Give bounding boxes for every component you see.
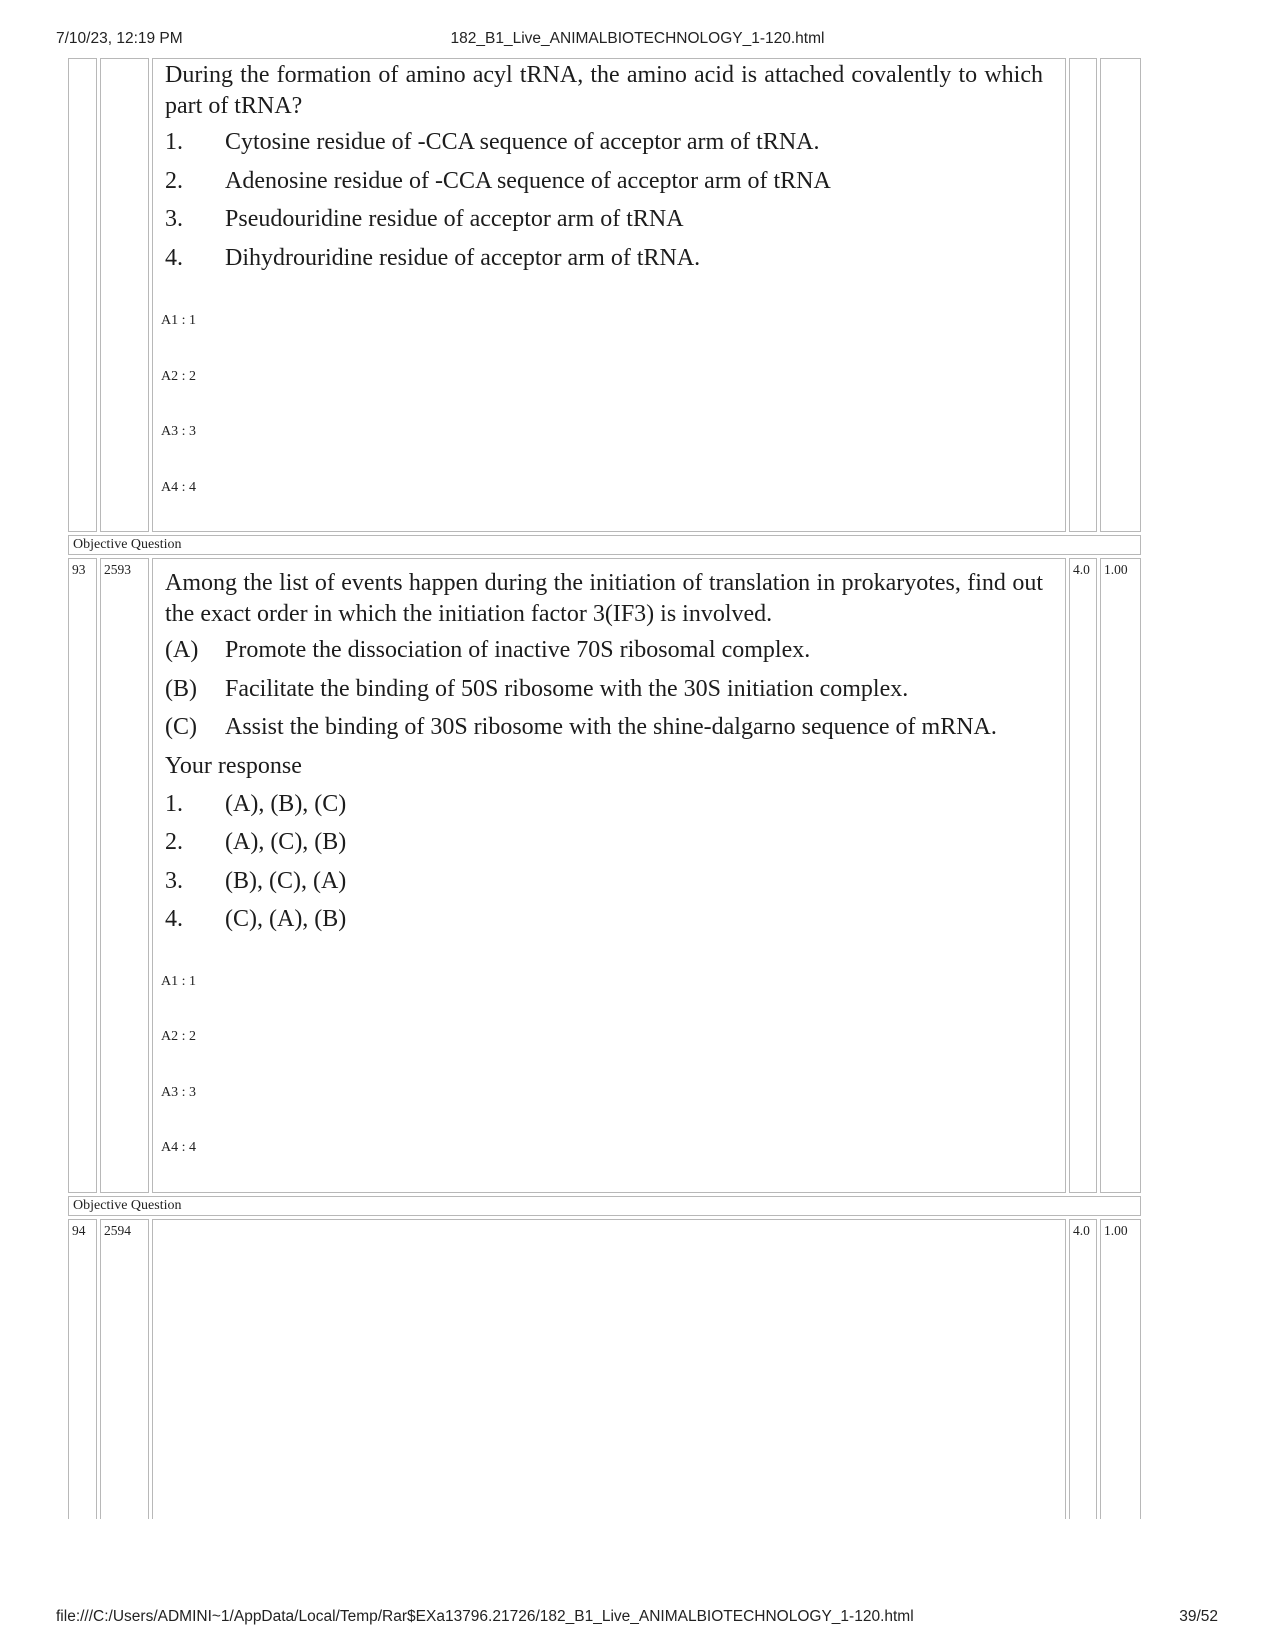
answer-option-2: A2 : 2 xyxy=(161,1029,196,1044)
marks-cell xyxy=(1069,558,1097,1193)
qid-cell xyxy=(100,558,149,1193)
answer-option-3: A3 : 3 xyxy=(161,1085,196,1100)
print-footer xyxy=(0,1608,1275,1628)
answer-option-2: A2 : 2 xyxy=(161,369,196,384)
marks-cell xyxy=(1069,58,1097,532)
question-text: During the formation of amino acyl tRNA, the amino acid is attached covalently to which part of tRNA? xyxy=(165,62,1043,119)
section-row xyxy=(68,535,1141,555)
negative-marks-cell xyxy=(1100,558,1141,1193)
question-text: Among the list of events happen during the initiation of translation in prokaryotes, find out the exact order in which the initiation factor 3(IF3) is involved. xyxy=(165,570,1043,627)
section-row xyxy=(68,1196,1141,1216)
answer-option-1: A1 : 1 xyxy=(161,974,196,989)
negative-marks-cell xyxy=(1100,58,1141,532)
file-path: file:///C:/Users/ADMINI~1/AppData/Local/Temp/Rar$EXa13796.21726/182_B1_Live_ANIMALBIOTECHNOLOGY_1-120.html xyxy=(56,1608,914,1625)
question-92-options: 1. Cytosine residue of -CCA sequence of acceptor arm of tRNA. 2. Adenosine residue of -CCA sequence of acceptor arm of tRNA 3. Pseudouridine residue of acceptor arm of tRNA 4. Dihydrouridine residue of acceptor arm of tRNA. xyxy=(165,129,831,271)
negative-marks-cell xyxy=(1100,1219,1141,1519)
sno-cell xyxy=(68,558,97,1193)
sno-cell xyxy=(68,1219,97,1519)
print-datetime: 7/10/23, 12:19 PM xyxy=(56,30,183,47)
answer-option-3: A3 : 3 xyxy=(161,424,196,439)
answer-option-4: A4 : 4 xyxy=(161,480,196,495)
response-prompt: Your response xyxy=(165,753,302,779)
question-number: 94 xyxy=(72,1223,86,1238)
question-92-body xyxy=(165,60,1043,122)
page-number: 39/52 xyxy=(1179,1608,1218,1625)
qid-cell xyxy=(100,1219,149,1519)
question-id: 2594 xyxy=(104,1223,131,1238)
print-header xyxy=(0,30,1275,50)
document-title: 182_B1_Live_ANIMALBIOTECHNOLOGY_1-120.html xyxy=(450,30,825,47)
marks-cell xyxy=(1069,1219,1097,1519)
question-93-body xyxy=(165,568,1043,630)
negative-marks-value: 1.00 xyxy=(1104,562,1128,577)
section-label: Objective Question xyxy=(73,1198,182,1213)
question-93-statements: (A) Promote the dissociation of inactive 70S ribosomal complex. (B) Facilitate the binding of 50S ribosome with the 30S initiation complex. (C) Assist the binding of 30S ribosome with the shine-dalgarno sequence of mRNA. Your response 1. (A), (B), (C) 2. (A), (C), (B) 3. (B), (C), (A) 4. (C), (A), (B) xyxy=(165,637,997,932)
question-id: 2593 xyxy=(104,562,131,577)
qid-cell xyxy=(100,58,149,532)
sno-cell xyxy=(68,58,97,532)
marks-value: 4.0 xyxy=(1073,1223,1090,1238)
question-number: 93 xyxy=(72,562,86,577)
section-label: Objective Question xyxy=(73,537,182,552)
answer-option-1: A1 : 1 xyxy=(161,313,196,328)
answer-option-4: A4 : 4 xyxy=(161,1140,196,1155)
negative-marks-value: 1.00 xyxy=(1104,1223,1128,1238)
question-cell xyxy=(152,1219,1066,1519)
marks-value: 4.0 xyxy=(1073,562,1090,577)
